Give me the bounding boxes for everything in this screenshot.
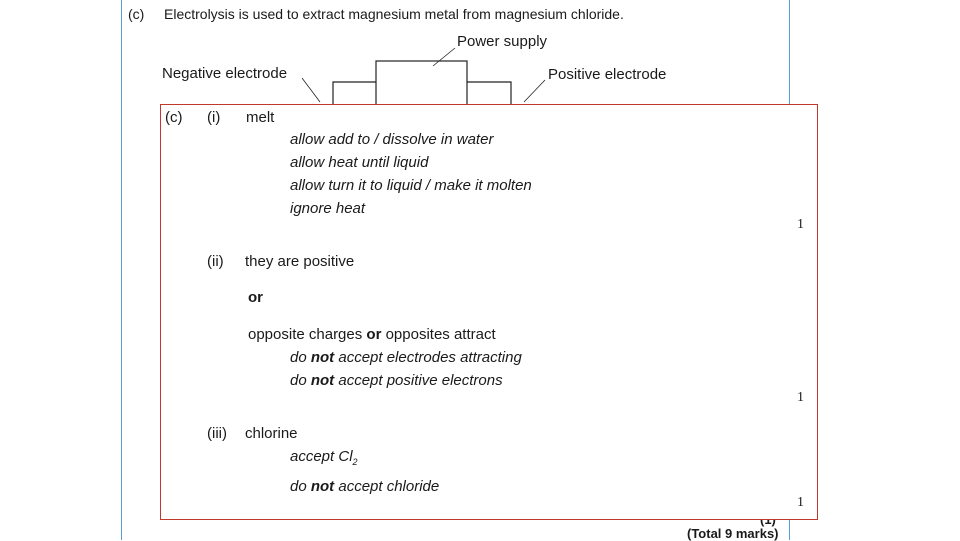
ms-alt-part2: opposites attract — [381, 326, 496, 343]
ms-note1-b: accept electrodes attracting — [334, 349, 522, 366]
ms-sub-iii-label: (iii) — [207, 425, 227, 442]
ms-sub-iii-note-2 — [290, 478, 439, 495]
positive-wire — [467, 82, 511, 104]
power-supply-pointer — [433, 48, 455, 66]
negative-electrode-pointer — [302, 78, 320, 102]
ms-sub-i-note-3: allow turn it to liquid / make it molten — [290, 177, 532, 194]
ms-sub-i-note-1: allow add to / dissolve in water — [290, 131, 494, 148]
ms-sub-ii-alternative — [248, 326, 496, 343]
power-supply-label: Power supply — [457, 33, 548, 50]
ms-note1-not: not — [310, 349, 335, 366]
ms-sub-ii-label: (ii) — [207, 253, 224, 270]
ms-sub-i-note-4: ignore heat — [290, 200, 366, 217]
ms-sub-ii-note-2 — [290, 372, 503, 389]
negative-electrode-label: Negative electrode — [162, 65, 288, 82]
ms-note2-a: do — [290, 372, 311, 389]
ms-sub-i-label: (i) — [207, 109, 221, 126]
ms-alt-part1: opposite charges — [248, 326, 367, 343]
total-marks: (Total 9 marks) — [687, 526, 779, 541]
ms-cl-text: accept Cl — [290, 448, 353, 465]
ms-sub-iii-mark: 1 — [797, 495, 804, 510]
ms-part-label: (c) — [165, 109, 183, 126]
ms-iii-note2-a: do — [290, 478, 311, 495]
ms-cl-subscript: 2 — [352, 457, 358, 467]
question-text: Electrolysis is used to extract magnesium metal from magnesium chloride. — [164, 6, 624, 22]
ms-sub-ii-note-1 — [290, 349, 522, 366]
ms-alt-or: or — [366, 326, 382, 343]
ms-sub-i-note-2: allow heat until liquid — [290, 154, 429, 171]
positive-electrode-pointer — [524, 80, 545, 102]
ms-sub-iii-answer: chlorine — [245, 425, 298, 442]
ms-sub-i-answer: melt — [246, 109, 275, 126]
ms-sub-ii-mark: 1 — [797, 390, 804, 405]
ms-note2-b: accept positive electrons — [334, 372, 503, 389]
mark-scheme-panel — [160, 104, 818, 520]
ms-sub-ii-or: or — [248, 289, 263, 306]
ms-sub-i-mark: 1 — [797, 217, 804, 232]
question-part-label: (c) — [128, 6, 145, 22]
ms-iii-note2-not: not — [310, 478, 335, 495]
ms-iii-note2-b: accept chloride — [334, 478, 440, 495]
ms-sub-iii-note-1 — [290, 448, 358, 467]
ms-sub-ii-answer: they are positive — [245, 253, 355, 270]
ms-note1-a: do — [290, 349, 311, 366]
ms-note2-not: not — [310, 372, 335, 389]
power-supply-box — [376, 61, 467, 105]
negative-wire — [333, 82, 376, 104]
positive-electrode-label: Positive electrode — [548, 66, 667, 83]
